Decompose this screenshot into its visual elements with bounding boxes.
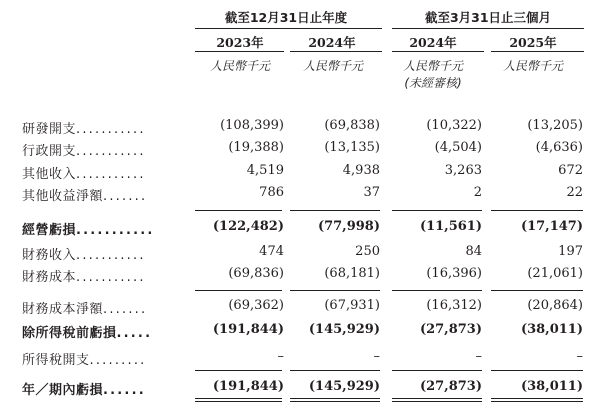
row-value: 250 [355,244,380,259]
subtotal-rule [195,370,282,371]
row-value: (27,873) [419,322,482,337]
row-label-text: 財務成本 [22,270,77,285]
row-value: 4,519 [246,163,284,178]
row-label-text: 財務收入 [22,248,77,263]
leader-dots: ....... [103,302,148,317]
row-label [22,118,146,137]
row-value: (11,561) [419,219,482,234]
column-unit: 人民幣千元 [209,59,270,73]
column-rule [491,51,584,52]
leader-dots: ........... [76,122,146,137]
row-label-text: 所得稅開支 [22,353,90,368]
row-label [22,266,146,285]
subtotal-rule [392,210,482,211]
row-value: (21,061) [527,266,583,281]
row-value: (10,322) [426,118,482,133]
row-label [22,140,146,159]
row-value: (27,873) [419,379,482,394]
total-double-rule [290,398,380,399]
leader-dots: ........... [76,223,155,238]
row-value: 3,263 [444,163,482,178]
row-value: 672 [558,163,583,178]
row-label-text: 年／期內虧損 [22,383,104,398]
group-rule-annual [195,28,382,29]
row-value: – [475,349,482,364]
leader-dots: ..... [116,326,153,341]
column-rule [195,51,284,52]
column-unit: 人民幣千元 [402,59,463,73]
row-label-text: 其他收入 [22,167,77,182]
row-value: (13,205) [527,118,583,133]
leader-dots: ......... [89,353,147,368]
row-label [22,298,147,317]
row-value: (191,844) [212,322,284,337]
row-value: – [576,349,583,364]
row-label [22,219,155,238]
row-value: (69,836) [228,266,284,281]
group-header-quarterly: 截至3月31日止三個月 [424,10,552,25]
row-value: – [373,349,380,364]
column-year: 2025年 [509,35,557,50]
row-value: (38,011) [520,379,583,394]
subtotal-rule [195,290,282,291]
subtotal-rule [195,210,282,211]
column-year: 2024年 [409,35,457,50]
row-value: 786 [259,185,284,200]
row-value: 22 [566,185,583,200]
row-value: (108,399) [220,118,284,133]
total-double-rule [491,401,583,402]
column-unit: 人民幣千元 [502,59,563,73]
row-value: (122,482) [212,219,284,234]
total-double-rule [195,398,282,399]
row-value: (16,396) [426,266,482,281]
total-double-rule [491,398,583,399]
row-value: (145,929) [308,379,380,394]
row-label-text: 其他收益淨額 [22,189,104,204]
group-header-annual: 截至12月31日止年度 [224,10,348,25]
column-rule [290,51,382,52]
row-value: (77,998) [317,219,380,234]
subtotal-rule [491,210,583,211]
column-unit: 人民幣千元 [302,59,363,73]
row-label [22,322,152,341]
row-value: 474 [259,244,284,259]
group-rule-quarterly [392,28,584,29]
subtotal-rule [392,370,482,371]
row-label [22,244,146,263]
row-value: (13,135) [324,140,380,155]
subtotal-rule [491,370,583,371]
total-double-rule [392,401,482,402]
subtotal-rule [290,290,380,291]
leader-dots: ........... [76,167,146,182]
row-value: (4,504) [434,140,482,155]
row-label-text: 行政開支 [22,144,77,159]
row-value: (38,011) [520,322,583,337]
row-label [22,349,147,368]
row-label [22,379,146,398]
subtotal-rule [392,290,482,291]
subtotal-rule [290,210,380,211]
row-value: 197 [558,244,583,259]
subtotal-rule [491,290,583,291]
row-value: (19,388) [228,140,284,155]
leader-dots: ....... [103,189,148,204]
leader-dots: ........... [76,270,146,285]
row-label-text: 財務成本淨額 [22,302,104,317]
leader-dots: ...... [103,383,146,398]
total-double-rule [392,398,482,399]
row-label-text: 除所得稅前虧損 [22,326,117,341]
row-value: (4,636) [535,140,583,155]
subtotal-rule [290,370,380,371]
leader-dots: ........... [76,144,146,159]
row-value: (191,844) [212,379,284,394]
row-value: (20,864) [527,298,583,313]
row-value: (67,931) [324,298,380,313]
row-label-text: 研發開支 [22,122,77,137]
row-label [22,163,146,182]
row-value: (17,147) [520,219,583,234]
row-label-text: 經營虧損 [22,223,77,238]
column-year: 2024年 [308,35,356,50]
unaudited-note: (未經審核) [404,76,462,90]
row-label [22,185,147,204]
leader-dots: ........... [76,248,146,263]
column-year: 2023年 [216,35,264,50]
row-value: 2 [473,185,482,200]
row-value: (69,362) [228,298,284,313]
row-value: (16,312) [426,298,482,313]
row-value: (68,181) [324,266,380,281]
total-double-rule [195,401,282,402]
row-value: 37 [363,185,380,200]
total-double-rule [290,401,380,402]
row-value: (145,929) [308,322,380,337]
column-rule [392,51,484,52]
row-value: 84 [465,244,482,259]
row-value: – [277,349,284,364]
row-value: 4,938 [342,163,380,178]
row-value: (69,838) [324,118,380,133]
